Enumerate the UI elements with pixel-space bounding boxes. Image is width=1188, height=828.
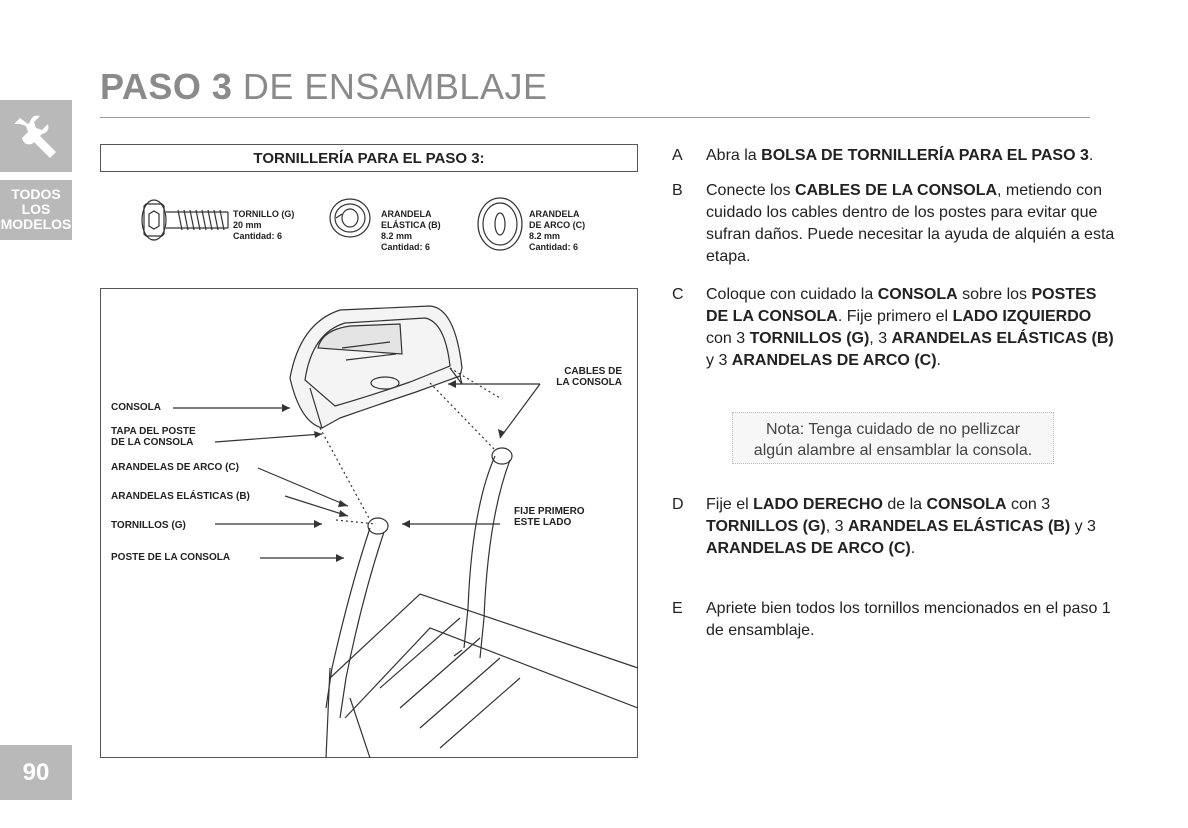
models-label-2: LOS [21, 201, 51, 217]
step-b-letter: B [672, 182, 683, 199]
step-d-t6: . [910, 540, 916, 557]
step-a-letter: A [672, 147, 683, 164]
label-tapa [111, 426, 196, 448]
title-bold: PASO 3 [100, 66, 233, 107]
label-fije-1: FIJE PRIMERO [514, 506, 585, 517]
bolt-label [233, 209, 294, 242]
step-c-t2: sobre los [957, 286, 1032, 303]
step-b-bold: CABLES DE LA CONSOLA [794, 182, 998, 199]
models-label-1: TODOS [11, 186, 61, 202]
step-c-t5: , 3 [869, 330, 892, 347]
bolt-name: TORNILLO (G) [233, 209, 295, 219]
all-models-tab[interactable] [0, 180, 72, 240]
arc-washer-name-1: ARANDELA [529, 209, 580, 219]
step-d [672, 494, 1120, 560]
step-c [672, 284, 1120, 372]
spring-washer-name-1: ARANDELA [381, 209, 432, 219]
step-c-b4: TORNILLOS (G) [749, 330, 870, 347]
label-tapa-1: TAPA DEL POSTE [111, 426, 196, 437]
step-c-letter: C [672, 286, 684, 303]
step-c-t1: Coloque con cuidado la [706, 286, 878, 303]
hardware-title-box [100, 144, 638, 172]
arc-washer-label [529, 209, 585, 253]
arc-washer-size: 8.2 mm [529, 231, 561, 241]
label-cables [540, 366, 622, 388]
step-d-b5: ARANDELAS DE ARCO (C) [706, 540, 911, 557]
bolt-qty: Cantidad: 6 [233, 231, 283, 241]
page-title [100, 66, 547, 108]
tools-tab[interactable] [0, 100, 72, 172]
step-d-t2: de la [882, 496, 927, 513]
label-fije-2: ESTE LADO [514, 517, 572, 528]
note-text: Nota: Tenga cuidado de no pellizcar algún alambre al ensamblar la consola. [753, 421, 1033, 459]
step-d-t5: y 3 [1070, 518, 1096, 535]
step-d-b2: CONSOLA [926, 496, 1007, 513]
step-b-text: Conecte los [706, 182, 795, 199]
label-fije [514, 506, 585, 528]
hardware-title: TORNILLERÍA PARA EL PASO 3: [253, 149, 485, 167]
arc-washer-qty: Cantidad: 6 [529, 242, 579, 252]
spring-washer-icon [330, 199, 370, 237]
spring-washer-name-2: ELÁSTICA (B) [381, 220, 441, 230]
step-d-t3: con 3 [1006, 496, 1051, 513]
label-tapa-2: DE LA CONSOLA [111, 437, 194, 448]
label-consola: CONSOLA [111, 402, 161, 413]
label-cables-2: LA CONSOLA [556, 377, 622, 388]
step-e-letter: E [672, 600, 683, 617]
step-b [672, 180, 1120, 268]
label-tornillos: TORNILLOS (G) [111, 520, 186, 531]
step-e-text: Apriete bien todos los tornillos mencionados en el paso 1 de ensamblaje. [706, 600, 1111, 639]
step-c-t6: y 3 [706, 352, 732, 369]
arc-washer-name-2: DE ARCO (C) [529, 220, 586, 230]
step-c-t4: con 3 [706, 330, 750, 347]
wrench-icon [0, 100, 72, 172]
bolt-icon [142, 200, 228, 240]
step-e [672, 598, 1120, 642]
step-a-end: . [1088, 147, 1094, 164]
note-box [732, 412, 1054, 464]
step-c-t7: . [936, 352, 941, 369]
step-d-b1: LADO DERECHO [753, 496, 883, 513]
step-c-b2: POSTES DE LA CONSOLA [706, 286, 1097, 325]
label-arandelas-arco: ARANDELAS DE ARCO (C) [111, 462, 239, 473]
step-d-letter: D [672, 496, 684, 513]
step-a-bold: BOLSA DE TORNILLERÍA PARA EL PASO 3 [761, 147, 1089, 164]
step-c-b5: ARANDELAS ELÁSTICAS (B) [891, 330, 1114, 347]
spring-washer-label [381, 209, 441, 253]
label-poste: POSTE DE LA CONSOLA [111, 552, 231, 563]
page-number: 90 [0, 745, 72, 800]
step-d-t4: , 3 [825, 518, 848, 535]
title-rule [100, 117, 1090, 118]
label-cables-1: CABLES DE [564, 366, 622, 377]
step-c-b1: CONSOLA [877, 286, 958, 303]
step-a [672, 145, 1122, 167]
bolt-size: 20 mm [233, 220, 262, 230]
label-arandelas-elasticas: ARANDELAS ELÁSTICAS (B) [111, 491, 250, 502]
step-c-b6: ARANDELAS DE ARCO (C) [731, 352, 937, 369]
spring-washer-qty: Cantidad: 6 [381, 242, 431, 252]
title-rest: DE ENSAMBLAJE [242, 66, 548, 107]
step-c-t3: . Fije primero el [837, 308, 953, 325]
step-d-b3: TORNILLOS (G) [706, 518, 826, 535]
models-label-3: MODELOS [0, 216, 72, 232]
step-d-t1: Fije el [706, 496, 754, 513]
spring-washer-size: 8.2 mm [381, 231, 413, 241]
step-d-b4: ARANDELAS ELÁSTICAS (B) [847, 518, 1071, 535]
step-b-rest: , metiendo con cuidado los cables dentro de los postes para evitar que sufran daños. Puede necesitar la ayuda de alquién a esta etapa. [706, 182, 1115, 265]
step-c-b3: LADO IZQUIERDO [952, 308, 1092, 325]
arc-washer-icon [478, 198, 522, 250]
step-a-text: Abra la [706, 147, 762, 164]
